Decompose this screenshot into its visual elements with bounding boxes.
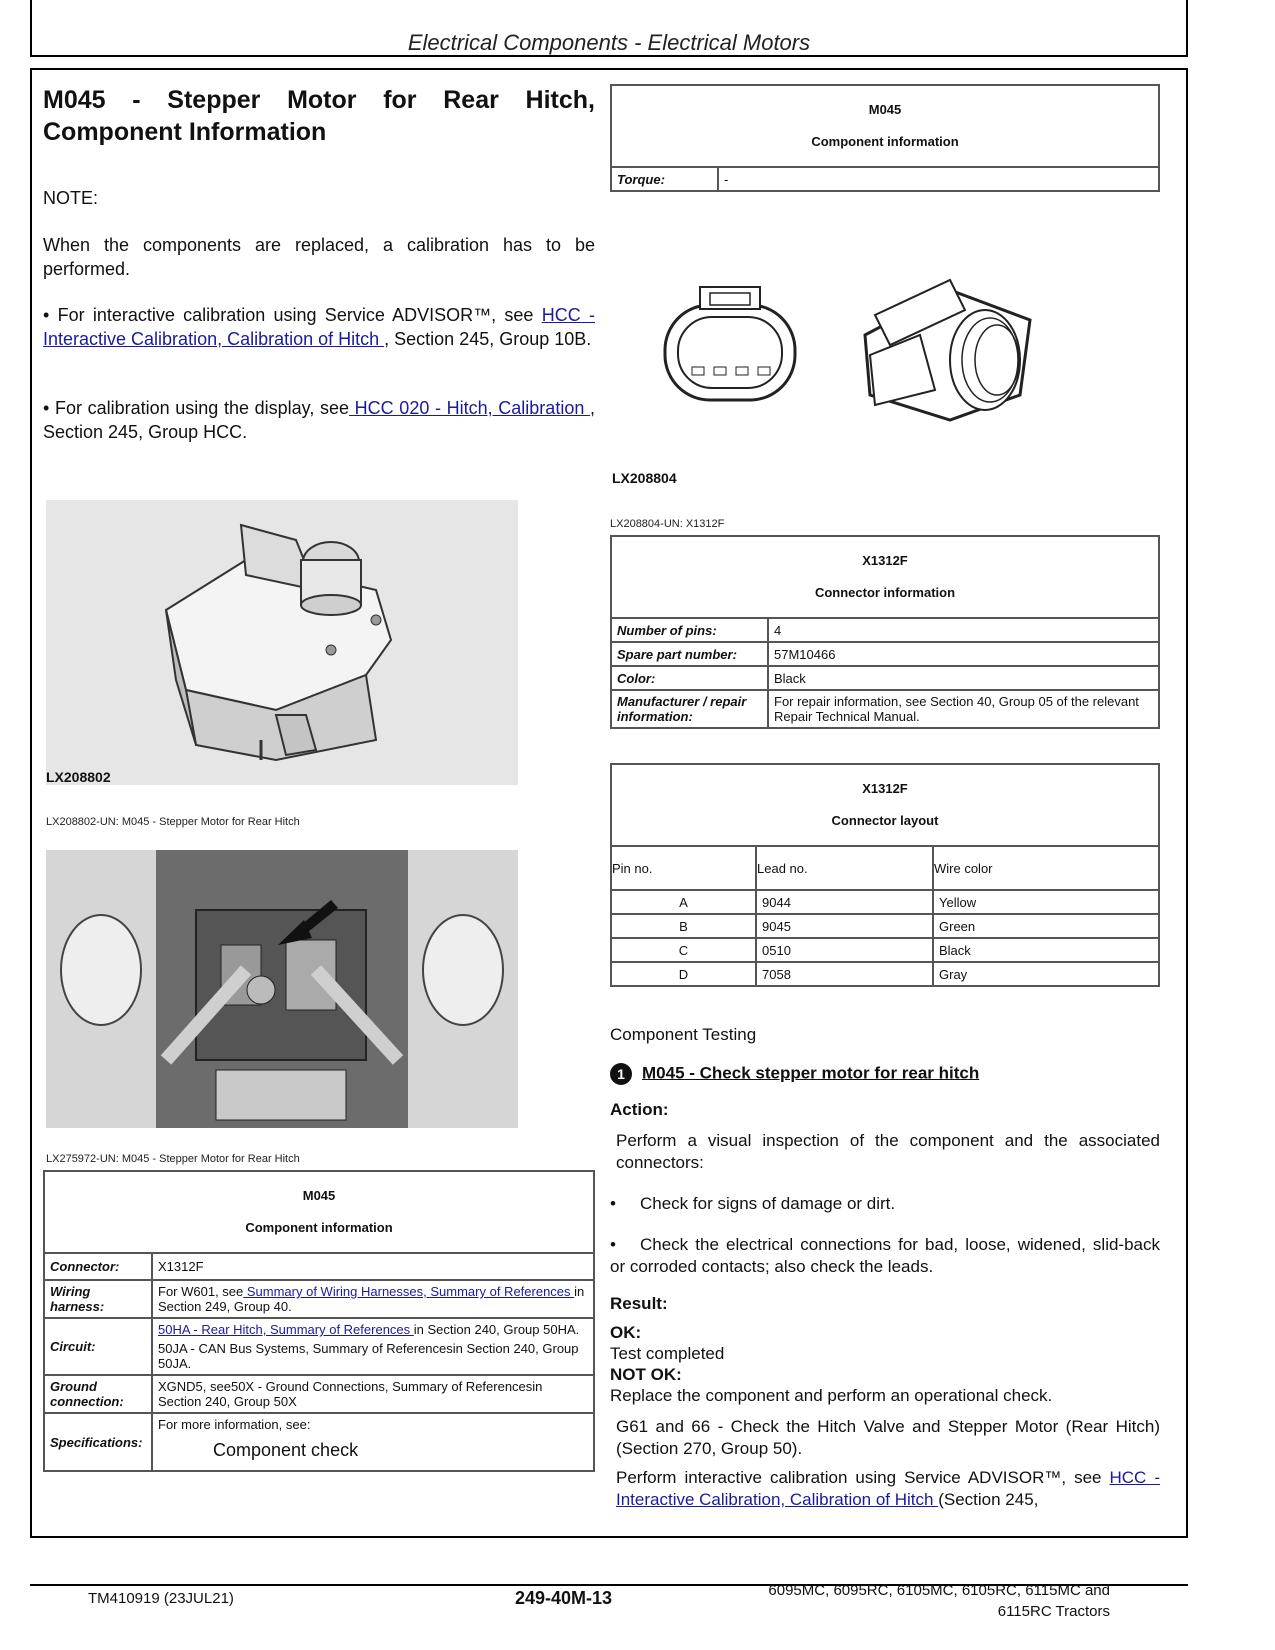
- connector-value: X1312F: [152, 1253, 594, 1280]
- calib-pre: Perform interactive calibration using Service ADVISOR™, see: [616, 1468, 1110, 1487]
- check-damage-item: • Check for signs of damage or dirt.: [610, 1194, 896, 1213]
- specifications-label: Specifications:: [44, 1413, 152, 1471]
- link-hcc-interactive-calibration[interactable]: HCC - Interactive Calibration, Calibration of Hitch: [43, 305, 595, 349]
- table-row: [611, 914, 1159, 938]
- calibration-bullet-interactive: [43, 303, 595, 351]
- bullet2-text: • For calibration using the display, see: [43, 398, 350, 418]
- wiring-harness-label: Wiring harness:: [44, 1280, 152, 1318]
- link-50ha-rear-hitch[interactable]: 50HA - Rear Hitch, Summary of References: [158, 1322, 414, 1337]
- motor-image-caption: LX208802-UN: M045 - Stepper Motor for Rear Hitch: [46, 816, 300, 828]
- lead-cell: 9044: [756, 890, 933, 914]
- ok-text: Test completed: [610, 1344, 725, 1363]
- wire-color-cell: Green: [933, 914, 1159, 938]
- section-title: M045 - Stepper Motor for Rear Hitch, Component Information: [43, 86, 595, 146]
- spare-part-value: 57M10466: [768, 642, 1159, 666]
- component-testing-title: Component Testing: [610, 1025, 757, 1044]
- manufacturer-label: Manufacturer / repair information:: [611, 690, 768, 728]
- pin-cell: C: [611, 938, 756, 962]
- calibration-text: [616, 1467, 1160, 1511]
- footer-models: 6095MC, 6095RC, 6105MC, 6105RC, 6115MC and 6115RC Tractors: [768, 1582, 1110, 1620]
- note-text: When the components are replaced, a calibration has to be performed.: [43, 235, 595, 279]
- tractor-location-image: [46, 850, 518, 1128]
- motor-image-label: LX208802: [46, 769, 111, 785]
- lead-cell: 0510: [756, 938, 933, 962]
- wiring-post: in Section 249, Group 40.: [158, 1284, 585, 1314]
- table-row: [611, 962, 1159, 986]
- circuit1-post: in Section 240, Group 50HA.: [413, 1322, 580, 1337]
- link-summary-wiring-harnesses[interactable]: Summary of Wiring Harnesses, Summary of References: [243, 1284, 575, 1299]
- step-title[interactable]: M045 - Check stepper motor for rear hitch: [642, 1063, 980, 1083]
- calib-post: (Section 245,: [938, 1490, 1039, 1509]
- link-hcc-interactive-calibration-2[interactable]: HCC - Interactive Calibration, Calibration of Hitch: [616, 1468, 1160, 1509]
- action-label: Action:: [610, 1100, 669, 1119]
- wire-color-cell: Yellow: [933, 890, 1159, 914]
- not-ok-text: Replace the component and perform an operational check.: [610, 1386, 1053, 1405]
- torque-label: Torque:: [611, 167, 718, 191]
- tractor-location-drawing: [46, 850, 518, 1128]
- component-table-title: M045: [302, 1188, 336, 1203]
- ground-connection-label: Ground connection:: [44, 1375, 152, 1413]
- check1-text: Check for signs of damage or dirt.: [640, 1194, 896, 1213]
- connector-image-label: LX208804: [612, 470, 677, 486]
- spec-more-text: For more information, see:: [158, 1417, 311, 1432]
- connector-image-caption: LX208804-UN: X1312F: [610, 518, 725, 530]
- step-number-badge: 1: [610, 1063, 632, 1085]
- result-label: Result:: [610, 1294, 668, 1313]
- spare-part-label: Spare part number:: [611, 642, 768, 666]
- torque-table: [610, 84, 1160, 192]
- bullet2-post: , Section 245, Group HCC.: [43, 398, 595, 442]
- connector-layout-title: X1312F: [862, 781, 908, 796]
- g61-check-text: G61 and 66 - Check the Hitch Valve and Stepper Motor (Rear Hitch)(Section 270, Group 50).: [616, 1417, 1160, 1458]
- connector-info-header: [611, 536, 1159, 618]
- connector-image: [650, 275, 1070, 435]
- footer-doc-id: TM410919 (23JUL21): [88, 1590, 234, 1607]
- specifications-value: [152, 1413, 594, 1471]
- component-table-header: [44, 1171, 594, 1253]
- wire-color-header: Wire color: [933, 846, 1159, 890]
- tractor-image-caption: LX275972-UN: M045 - Stepper Motor for Rear Hitch: [46, 1153, 300, 1165]
- component-check-link[interactable]: Component check: [213, 1440, 359, 1460]
- table-row: [611, 938, 1159, 962]
- connector-info-table: [610, 535, 1160, 729]
- component-table-subtitle: Component information: [245, 1220, 393, 1235]
- pin-cell: D: [611, 962, 756, 986]
- table-row: [611, 890, 1159, 914]
- connector-layout-header: [611, 764, 1159, 846]
- circuit-label: Circuit:: [44, 1318, 152, 1375]
- color-value: Black: [768, 666, 1159, 690]
- pins-label: Number of pins:: [611, 618, 768, 642]
- action-text: Perform a visual inspection of the component and the associated connectors:: [616, 1131, 1160, 1172]
- wire-color-cell: Gray: [933, 962, 1159, 986]
- test-step-heading: [610, 1063, 979, 1085]
- torque-table-header: [611, 85, 1159, 167]
- wire-color-cell: Black: [933, 938, 1159, 962]
- calibration-bullet-display: [43, 396, 595, 444]
- not-ok-label: NOT OK:: [610, 1365, 682, 1384]
- pins-value: 4: [768, 618, 1159, 642]
- torque-table-subtitle: Component information: [811, 134, 959, 149]
- link-hcc-020-hitch-calibration[interactable]: HCC 020 - Hitch, Calibration: [349, 398, 590, 418]
- connector-layout-table: [610, 763, 1160, 987]
- pin-no-header: Pin no.: [611, 846, 756, 890]
- connector-info-title: X1312F: [862, 553, 908, 568]
- bullet1-post: , Section 245, Group 10B.: [384, 329, 592, 349]
- stepper-motor-drawing: [46, 500, 518, 785]
- ok-label: OK:: [610, 1323, 642, 1342]
- connector-drawing: [650, 275, 1070, 435]
- circuit2-text: 50JA - CAN Bus Systems, Summary of Referencesin Section 240, Group 50JA.: [158, 1341, 579, 1371]
- bullet1-text: • For interactive calibration using Service ADVISOR™, see: [43, 305, 542, 325]
- manufacturer-value: For repair information, see Section 40, Group 05 of the relevant Repair Technical Manual.: [768, 690, 1159, 728]
- circuit-value: [152, 1318, 594, 1375]
- pin-cell: B: [611, 914, 756, 938]
- pin-cell: A: [611, 890, 756, 914]
- connector-label: Connector:: [44, 1253, 152, 1280]
- footer-page-number: 249-40M-13: [515, 1588, 613, 1608]
- ground-connection-value: XGND5, see50X - Ground Connections, Summary of Referencesin Section 240, Group 50X: [152, 1375, 594, 1413]
- torque-table-title: M045: [868, 102, 902, 117]
- connector-info-subtitle: Connector information: [814, 585, 956, 600]
- note-label: NOTE:: [43, 188, 99, 208]
- color-label: Color:: [611, 666, 768, 690]
- wiring-harness-value: [152, 1280, 594, 1318]
- check-connections-item: • Check the electrical connections for bad, loose, widened, slid-back or corroded contacts; also check the leads.: [610, 1235, 1160, 1276]
- check2-text: Check the electrical connections for bad, loose, widened, slid-back or corroded contacts; also check the leads.: [610, 1235, 1160, 1276]
- connector-layout-subtitle: Connector layout: [831, 813, 939, 828]
- lead-cell: 7058: [756, 962, 933, 986]
- torque-value: -: [718, 167, 1159, 191]
- lead-cell: 9045: [756, 914, 933, 938]
- wiring-pre: For W601, see: [158, 1284, 244, 1299]
- stepper-motor-image: [46, 500, 518, 785]
- lead-no-header: Lead no.: [756, 846, 933, 890]
- component-info-table: [43, 1170, 595, 1472]
- page-header-title: Electrical Components - Electrical Motors: [407, 30, 811, 55]
